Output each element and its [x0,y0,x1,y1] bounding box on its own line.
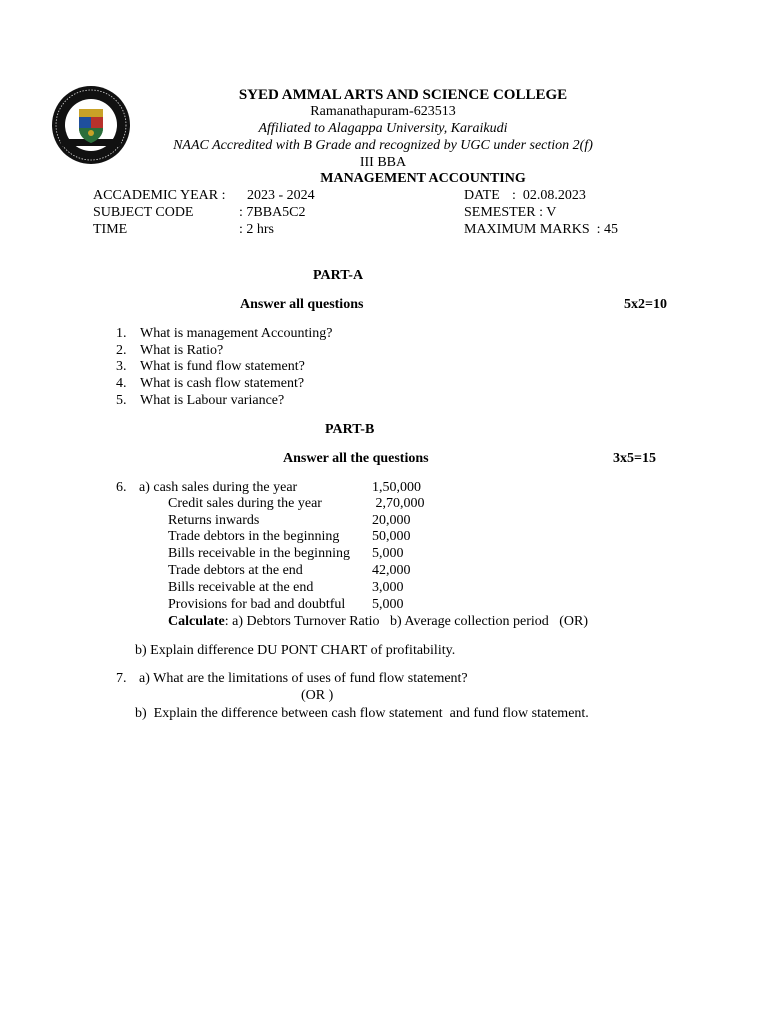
q6-row-value: 42,000 [372,563,411,578]
q6-intro: a) cash sales during the year [139,480,298,495]
question-number: 4. [116,376,127,391]
q6-row-label: Credit sales during the year [168,496,322,511]
q6-row-label: Bills receivable in the beginning [168,546,350,561]
part-a-instruction: Answer all questions [240,297,364,312]
question-number: 1. [116,326,127,341]
question-number: 7. [116,671,127,686]
question-number: 2. [116,343,127,358]
maximum-marks: MAXIMUM MARKS : 45 [464,222,619,237]
college-name: SYED AMMAL ARTS AND SCIENCE COLLEGE [238,87,568,103]
question-text: What is Ratio? [140,343,224,358]
calculate-text: : a) Debtors Turnover Ratio b) Average collection period (OR) [224,614,589,629]
time-value: : 2 hrs [239,222,274,237]
part-b-marks: 3x5=15 [613,451,656,466]
q6-row-value: 5,000 [372,597,404,612]
part-b-title: PART-B [325,422,375,437]
academic-year-label: ACCADEMIC YEAR : [93,188,226,203]
q6-row-value: 5,000 [372,546,404,561]
q6-row-value: 20,000 [372,513,411,528]
q6-calculate [168,614,588,630]
q6-row-value: 2,70,000 [372,496,425,511]
class-name: III BBA [359,155,407,170]
q7-part-a: a) What are the limitations of uses of fund flow statement? [139,671,468,686]
college-logo [51,84,131,166]
subject-code-value: : 7BBA5C2 [239,205,306,220]
subject-title: MANAGEMENT ACCOUNTING [320,171,526,186]
q7-or: (OR ) [301,688,334,703]
question-number: 5. [116,393,127,408]
part-a-marks: 5x2=10 [624,297,667,312]
q6-row-value: 50,000 [372,529,411,544]
question-text: What is management Accounting? [140,326,333,341]
question-text: What is cash flow statement? [140,376,305,391]
part-b-instruction: Answer all the questions [283,451,429,466]
question-text: What is Labour variance? [140,393,285,408]
college-affiliation: Affiliated to Alagappa University, Karaikudi [258,121,508,136]
q6-row-label: Trade debtors in the beginning [168,529,340,544]
q7-part-b: b) Explain the difference between cash flow statement and fund flow statement. [135,706,589,721]
q6-row-label: Returns inwards [168,513,260,528]
q6-row-label: Provisions for bad and doubtful [168,597,346,612]
time-label: TIME [93,222,128,237]
semester: SEMESTER : V [464,205,557,220]
q6-alternative: b) Explain difference DU PONT CHART of profitability. [135,643,456,658]
subject-code-label: SUBJECT CODE [93,205,194,220]
question-number: 3. [116,359,127,374]
q6-intro-value: 1,50,000 [372,480,421,495]
academic-year-value: 2023 - 2024 [247,188,315,203]
question-text: What is fund flow statement? [140,359,305,374]
college-location: Ramanathapuram-623513 [310,104,456,119]
date-label: DATE [464,188,500,203]
q6-row-label: Bills receivable at the end [168,580,314,595]
college-accreditation: NAAC Accredited with B Grade and recognized by UGC under section 2(f) [173,138,593,153]
question-number: 6. [116,480,127,495]
part-a-title: PART-A [313,268,364,283]
q6-row-value: 3,000 [372,580,404,595]
q6-row-label: Trade debtors at the end [168,563,303,578]
date-value: : 02.08.2023 [512,188,586,203]
calculate-keyword: Calculate [168,614,225,629]
